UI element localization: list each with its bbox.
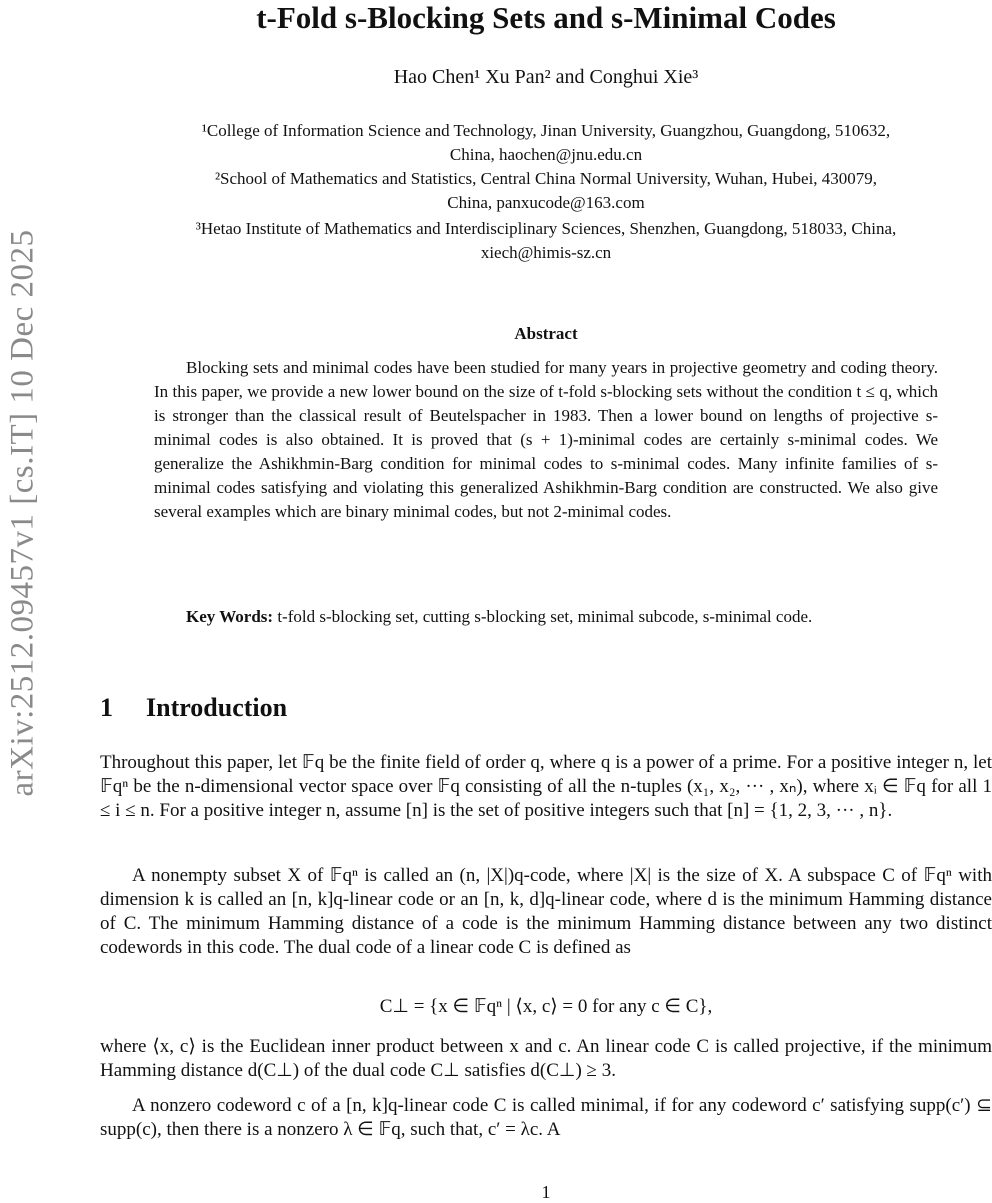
paragraph-1: Throughout this paper, let 𝔽q be the finite field of order q, where q is a power of a prime. For a positive integer n, let 𝔽qⁿ be the n-dimensional vector space over 𝔽q consisting of all the n-tuples (x₁, x₂, ··· , xₙ), where xᵢ ∈ 𝔽q for all 1 ≤ i ≤ n. For a positive integer n, assume [n] is the set of positive integers such that [n] = {1, 2, 3, ··· , n}. <box>100 752 992 821</box>
arxiv-sidebar <box>4 175 42 850</box>
section-title: Introduction <box>146 693 288 722</box>
keywords <box>154 605 938 629</box>
keywords-text: t-fold s-blocking set, cutting s-blocking set, minimal subcode, s-minimal code. <box>277 607 813 626</box>
dual-code-equation: C⊥ = {x ∈ 𝔽qⁿ | ⟨x, c⟩ = 0 for any c ∈ C}, <box>379 996 713 1017</box>
affiliation-line: ¹College of Information Science and Technology, Jinan University, Guangzhou, Guangdong, 510632, <box>201 121 891 140</box>
paper-title: t-Fold s-Blocking Sets and s-Minimal Codes <box>256 0 836 35</box>
abstract-text: Blocking sets and minimal codes have been studied for many years in projective geometry and coding theory. In this paper, we provide a new lower bound on the size of t-fold s-blocking sets without the condition t ≤ q, which is stronger than the classical result of Beutelspacher in 1983. Then a lower bound on lengths of projective s-minimal codes is also obtained. It is proved that (s + 1)-minimal codes are certainly s-minimal codes. We generalize the Ashikhmin-Barg condition for minimal codes to s-minimal codes. Many infinite families of s-minimal codes satisfying and violating this generalized Ashikhmin-Barg condition are constructed. We also give several examples which are binary minimal codes, but not 2-minimal codes. <box>154 358 938 521</box>
affiliation-line: xiech@himis-sz.cn <box>480 243 612 262</box>
arxiv-identifier: arXiv:2512.09457v1 [cs.IT] 10 Dec 2025 <box>4 228 41 797</box>
paragraph-2: A nonempty subset X of 𝔽qⁿ is called an (n, |X|)q-code, where |X| is the size of X. A subspace C of 𝔽qⁿ with dimension k is called an [n, k]q-linear code or an [n, k, d]q-linear code, where d is the minimum Hamming distance of C. The minimum Hamming distance of a code is the minimum Hamming distance between any two distinct codewords in this code. The dual code of a linear code C is defined as <box>100 865 992 958</box>
affiliation-2 <box>100 167 992 215</box>
affiliation-3 <box>100 217 992 265</box>
page-number: 1 <box>541 1182 551 1202</box>
affiliation-line: China, haochen@jnu.edu.cn <box>449 145 643 164</box>
paragraph-4: A nonzero codeword c of a [n, k]q-linear code C is called minimal, if for any codeword c′ satisfying supp(c′) ⊆ supp(c), then there is a nonzero λ ∈ 𝔽q, such that, c′ = λc. A <box>100 1095 992 1140</box>
affiliation-line: ³Hetao Institute of Mathematics and Interdisciplinary Sciences, Shenzhen, Guangdong, 518033, China, <box>195 219 897 238</box>
abstract-heading: Abstract <box>514 324 578 343</box>
affiliation-1 <box>100 119 992 167</box>
section-heading <box>100 693 287 723</box>
affiliation-line: ²School of Mathematics and Statistics, Central China Normal University, Wuhan, Hubei, 430079, <box>214 169 878 188</box>
section-number: 1 <box>100 693 113 722</box>
author-list: Hao Chen¹ Xu Pan² and Conghui Xie³ <box>393 66 699 88</box>
keywords-label: Key Words: <box>186 607 274 626</box>
paragraph-3: where ⟨x, c⟩ is the Euclidean inner product between x and c. An linear code C is called projective, if the minimum Hamming distance d(C⊥) of the dual code C⊥ satisfies d(C⊥) ≥ 3. <box>100 1036 992 1081</box>
affiliation-line: China, panxucode@163.com <box>447 193 645 212</box>
